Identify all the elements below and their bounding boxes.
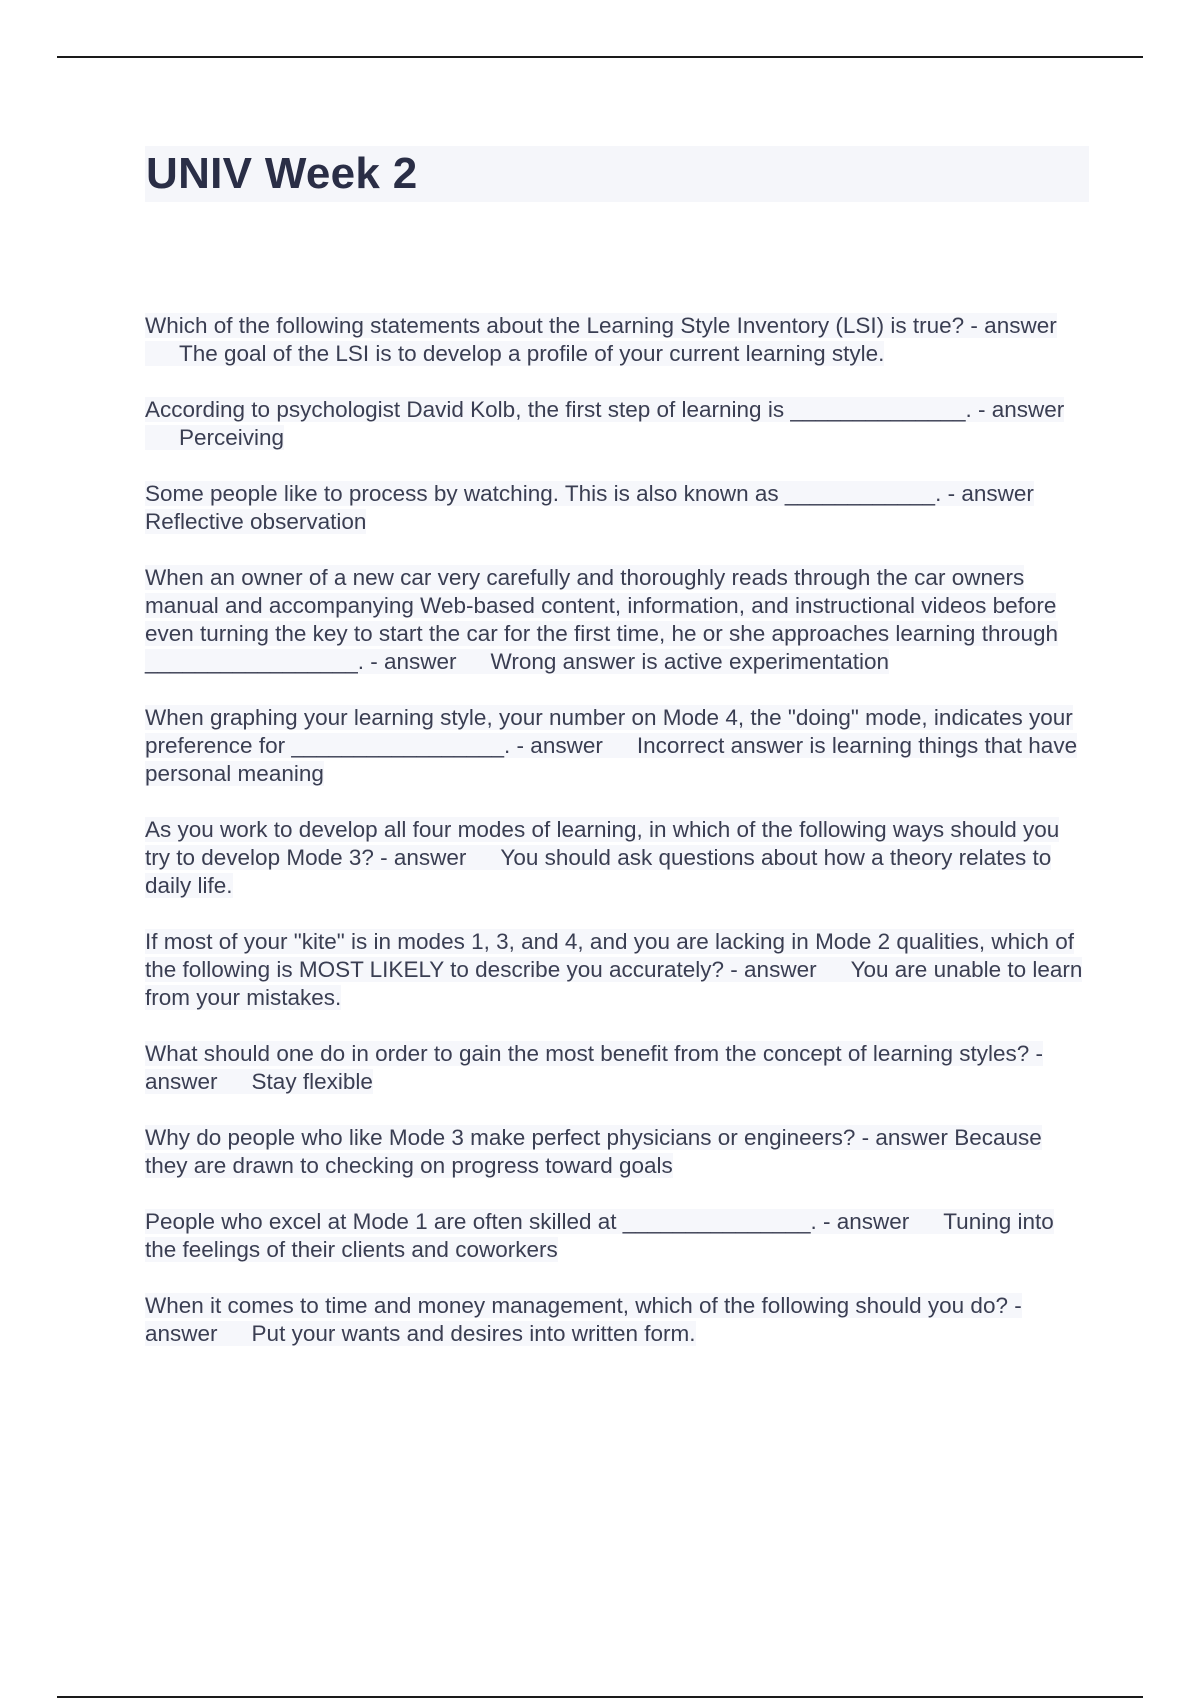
question-text: What should one do in order to gain the most benefit from the concept of learning styles? - answer (145, 1041, 1044, 1094)
answer-text: Wrong answer is active experimentation (490, 649, 890, 674)
qa-item (145, 396, 1090, 452)
question-text: Why do people who like Mode 3 make perfect physicians or engineers? - answer (145, 1125, 948, 1150)
question-text: According to psychologist David Kolb, the first step of learning is ______________. - answer (145, 397, 1065, 422)
question-text: When an owner of a new car very carefully and thoroughly reads through the car owners manual and accompanying Web-based content, information, and instructional videos before even turning the key to start the car for the first time, he or she approaches learning through _________________. - answer (145, 565, 1059, 674)
question-text: Some people like to process by watching. This is also known as ____________. - answer (145, 481, 1034, 506)
qa-list (145, 312, 1090, 1376)
question-text: When graphing your learning style, your number on Mode 4, the "doing" mode, indicates your preference for _________________. - answer (145, 705, 1073, 758)
qa-item (145, 1292, 1090, 1348)
answer-text: You are unable to learn from your mistakes. (145, 957, 1083, 1010)
answer-text: You should ask questions about how a theory relates to daily life. (145, 845, 1052, 898)
qa-item (145, 312, 1090, 368)
header-rule (57, 56, 1143, 58)
footer-rule (57, 1696, 1143, 1698)
qa-item (145, 1208, 1090, 1264)
page-title: UNIV Week 2 (146, 149, 418, 198)
qa-item (145, 1124, 1090, 1180)
qa-item (145, 816, 1090, 900)
answer-text: Stay flexible (251, 1069, 373, 1094)
qa-item (145, 480, 1090, 536)
answer-text: Reflective observation (145, 509, 367, 534)
question-text: Which of the following statements about the Learning Style Inventory (LSI) is true? - answer (145, 313, 1057, 338)
answer-text: Because they are drawn to checking on progress toward goals (145, 1125, 1042, 1178)
answer-text: Perceiving (179, 425, 285, 450)
question-text: When it comes to time and money management, which of the following should you do? - answer (145, 1293, 1022, 1346)
question-text: As you work to develop all four modes of learning, in which of the following ways should you try to develop Mode 3? - answer (145, 817, 1060, 870)
answer-text: Put your wants and desires into written form. (251, 1321, 696, 1346)
answer-text: Tuning into the feelings of their clients and coworkers (145, 1209, 1054, 1262)
qa-item (145, 928, 1090, 1012)
qa-item (145, 704, 1090, 788)
question-text: People who excel at Mode 1 are often skilled at _______________. - answer (145, 1209, 910, 1234)
qa-item (145, 564, 1090, 676)
qa-item (145, 1040, 1090, 1096)
answer-text: Incorrect answer is learning things that have personal meaning (145, 733, 1078, 786)
answer-text: The goal of the LSI is to develop a profile of your current learning style. (179, 341, 885, 366)
question-text: If most of your "kite" is in modes 1, 3, and 4, and you are lacking in Mode 2 qualities, which of the following is MOST LIKELY to describe you accurately? - answer (145, 929, 1074, 982)
